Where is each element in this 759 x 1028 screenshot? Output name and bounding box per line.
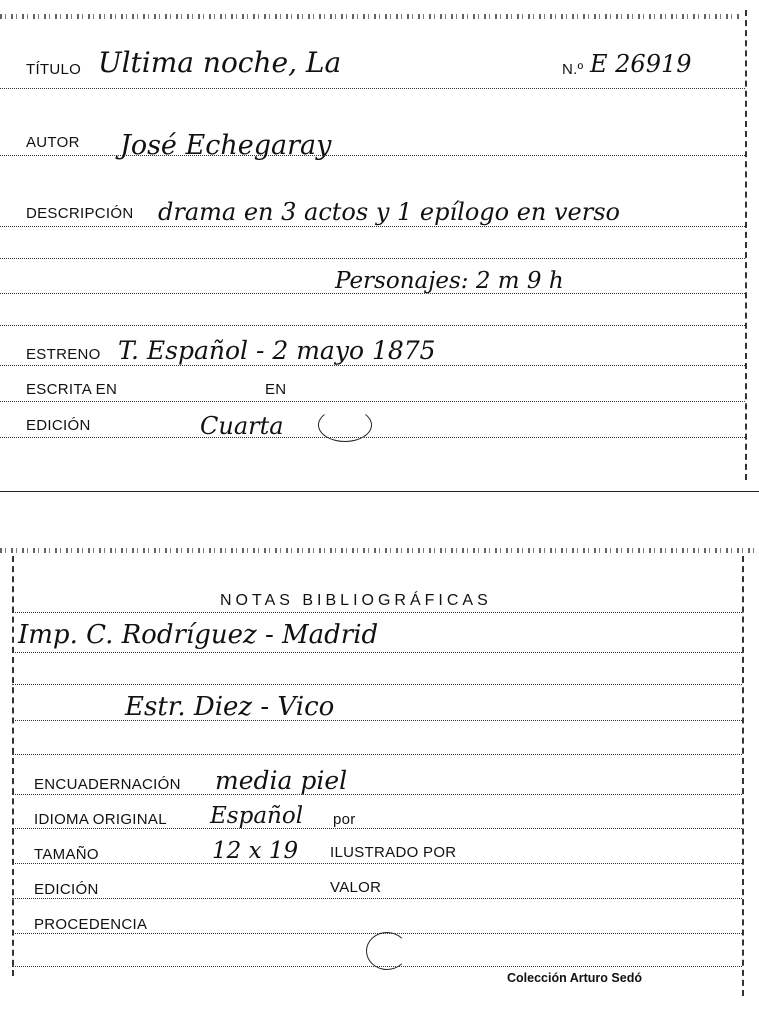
- card-separator: [0, 491, 759, 492]
- por-label: por: [333, 811, 356, 828]
- ilustrado-por-label: ILUSTRADO POR: [330, 844, 457, 861]
- edicion-value: Cuarta: [200, 412, 284, 440]
- note-line-1: Imp. C. Rodríguez - Madrid: [18, 620, 379, 650]
- blank-line-b2: [12, 684, 742, 685]
- card-right-border: [745, 10, 747, 480]
- tamano-value: 12 x 19: [212, 838, 299, 864]
- card-top-edge: [0, 14, 740, 19]
- card-bottom-edge: [0, 548, 759, 553]
- blank-line-3: [0, 325, 745, 326]
- edicion-bottom-label: EDICIÓN: [34, 881, 99, 898]
- idioma-original-value: Español: [210, 803, 304, 829]
- tamano-label: TAMAÑO: [34, 846, 99, 863]
- valor-label: VALOR: [330, 879, 382, 896]
- descripcion-value: drama en 3 actos y 1 epílogo en verso: [158, 198, 620, 226]
- notas-heading: NOTAS BIBLIOGRÁFICAS: [220, 592, 492, 609]
- titulo-line: [0, 88, 745, 89]
- blank-line-b4: [12, 754, 742, 755]
- blank-line-b3: [12, 720, 742, 721]
- idioma-original-label: IDIOMA ORIGINAL: [34, 811, 167, 828]
- card-left-border: [12, 556, 14, 976]
- estreno-label: ESTRENO: [26, 346, 101, 363]
- edicion-line: [0, 437, 745, 438]
- descripcion-line: [0, 226, 745, 227]
- autor-line: [0, 155, 745, 156]
- titulo-label: TÍTULO: [26, 61, 82, 78]
- descripcion-label: DESCRIPCIÓN: [26, 205, 134, 222]
- escrita-en-label: ESCRITA EN: [26, 381, 118, 398]
- punch-hole-mark-bottom: [366, 932, 408, 970]
- notas-line: [12, 612, 742, 613]
- escrita-en-line: [0, 401, 745, 402]
- encuadernacion-value: media piel: [215, 766, 348, 795]
- personajes-value: Personajes: 2 m 9 h: [335, 268, 564, 294]
- blank-line-2: [0, 293, 745, 294]
- en-label: EN: [265, 381, 287, 398]
- card-right-border-bottom: [742, 556, 744, 996]
- autor-label: AUTOR: [26, 134, 80, 151]
- encuadernacion-line: [12, 794, 742, 795]
- estreno-line: [0, 365, 745, 366]
- catalog-card-back: [0, 540, 759, 1028]
- encuadernacion-label: ENCUADERNACIÓN: [34, 776, 181, 793]
- blank-line-b1: [12, 652, 742, 653]
- numero-value: E 26919: [590, 50, 692, 78]
- edicion-bottom-line: [12, 898, 742, 899]
- titulo-value: Ultima noche, La: [98, 46, 342, 79]
- collection-credit: Colección Arturo Sedó: [507, 971, 642, 985]
- procedencia-label: PROCEDENCIA: [34, 916, 148, 933]
- idioma-line: [12, 828, 742, 829]
- edicion-label: EDICIÓN: [26, 417, 91, 434]
- note-line-2: Estr. Diez - Vico: [125, 692, 335, 722]
- blank-line-b5: [12, 966, 742, 967]
- tamano-line: [12, 863, 742, 864]
- catalog-card-front: [0, 0, 759, 492]
- numero-label: N.º: [562, 61, 584, 78]
- estreno-value: T. Español - 2 mayo 1875: [118, 336, 436, 365]
- blank-line-1: [0, 258, 745, 259]
- autor-value: José Echegaray: [120, 130, 332, 161]
